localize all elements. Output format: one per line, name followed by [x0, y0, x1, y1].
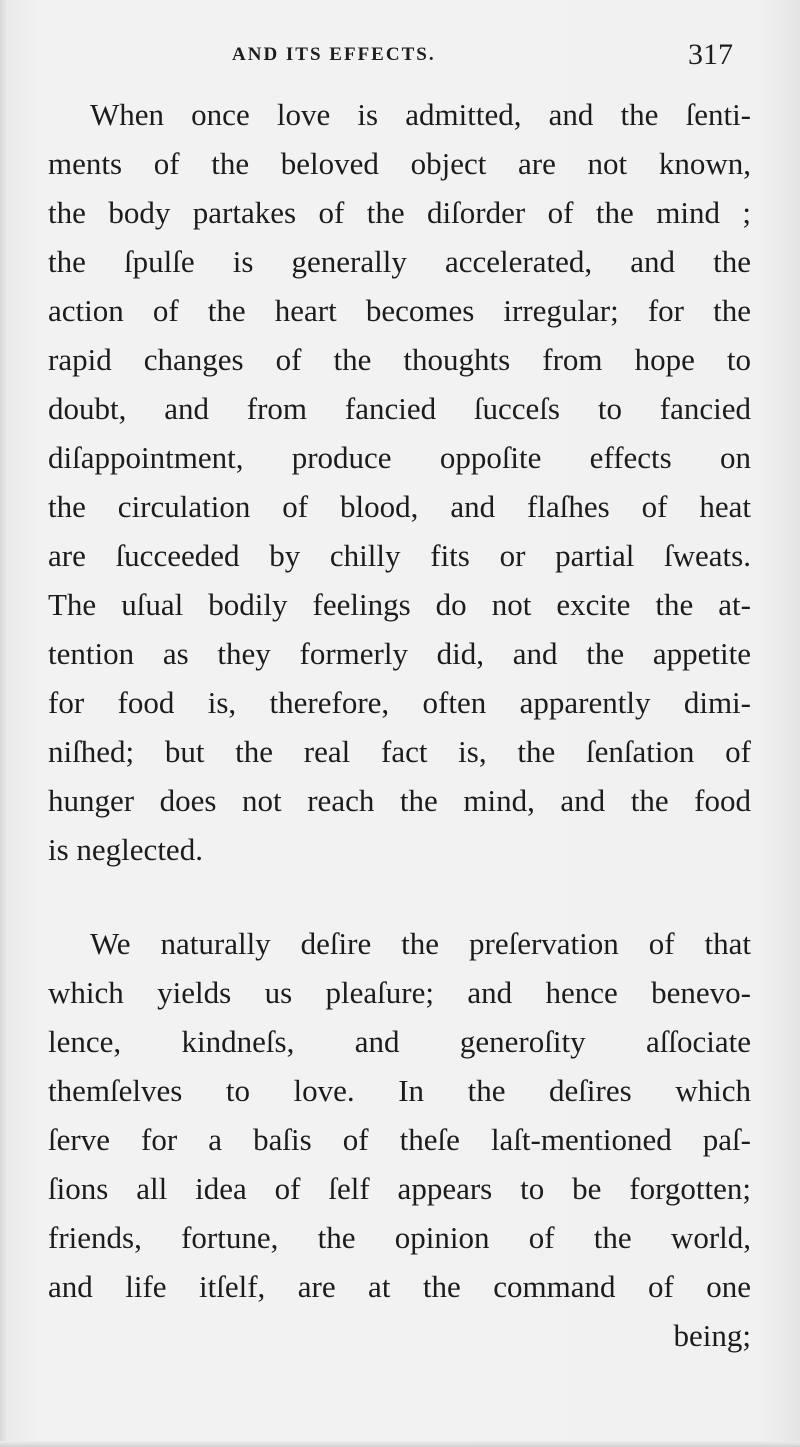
- paragraph-1-line: hunger does not reach the mind, and the food: [48, 783, 751, 818]
- paragraph-1-line: action of the heart becomes irregular; for the: [48, 293, 751, 328]
- catchword: being;: [673, 1318, 751, 1353]
- paragraph-1-line: When once love is admitted, and the ſenti-: [90, 97, 751, 132]
- paragraph-1-line: rapid changes of the thoughts from hope to: [48, 342, 751, 377]
- paragraph-1-line: is neglected.: [48, 832, 203, 867]
- paragraph-1-line: for food is, therefore, often apparently dimi-: [48, 685, 751, 720]
- paragraph-2-line: ſerve for a baſis of theſe laſt-mentioned paſ-: [48, 1122, 751, 1157]
- paragraph-2-line: themſelves to love. In the deſires which: [48, 1073, 751, 1108]
- paragraph-2-line: and life itſelf, are at the command of one: [48, 1269, 751, 1304]
- paragraph-1-line: diſappointment, produce oppoſite effects on: [48, 440, 751, 475]
- page-bottom-edge: [0, 1441, 800, 1447]
- paragraph-1-line: The uſual bodily feelings do not excite the at-: [48, 587, 751, 622]
- paragraph-1-line: the ſpulſe is generally accelerated, and the: [48, 244, 751, 279]
- paragraph-1-line: tention as they formerly did, and the appetite: [48, 636, 751, 671]
- paragraph-1-line: the circulation of blood, and flaſhes of heat: [48, 489, 751, 524]
- paragraph-1-line: niſhed; but the real fact is, the ſenſation of: [48, 734, 751, 769]
- paragraph-2-line: ſions all idea of ſelf appears to be forgotten;: [48, 1171, 751, 1206]
- running-head: AND ITS EFFECTS.: [232, 44, 436, 65]
- page-left-edge: [0, 0, 8, 1447]
- paragraph-2-line: which yields us pleaſure; and hence benevo-: [48, 975, 751, 1010]
- body-text: [48, 90, 751, 1360]
- paragraph-1-line: ments of the beloved object are not known,: [48, 146, 751, 181]
- paragraph-2-line: lence, kindneſs, and generoſity aſſociate: [48, 1024, 751, 1059]
- paragraph-1-line: the body partakes of the diſorder of the mind ;: [48, 195, 751, 230]
- paragraph-2-line: We naturally deſire the preſervation of that: [90, 926, 751, 961]
- paragraph-1-line: doubt, and from fancied ſucceſs to fancied: [48, 391, 751, 426]
- paragraph-gap: [48, 874, 751, 919]
- paragraph-1-line: are ſucceeded by chilly fits or partial ſweats.: [48, 538, 751, 573]
- paragraph-2-line: friends, fortune, the opinion of the world,: [48, 1220, 751, 1255]
- page-number: 317: [688, 38, 733, 71]
